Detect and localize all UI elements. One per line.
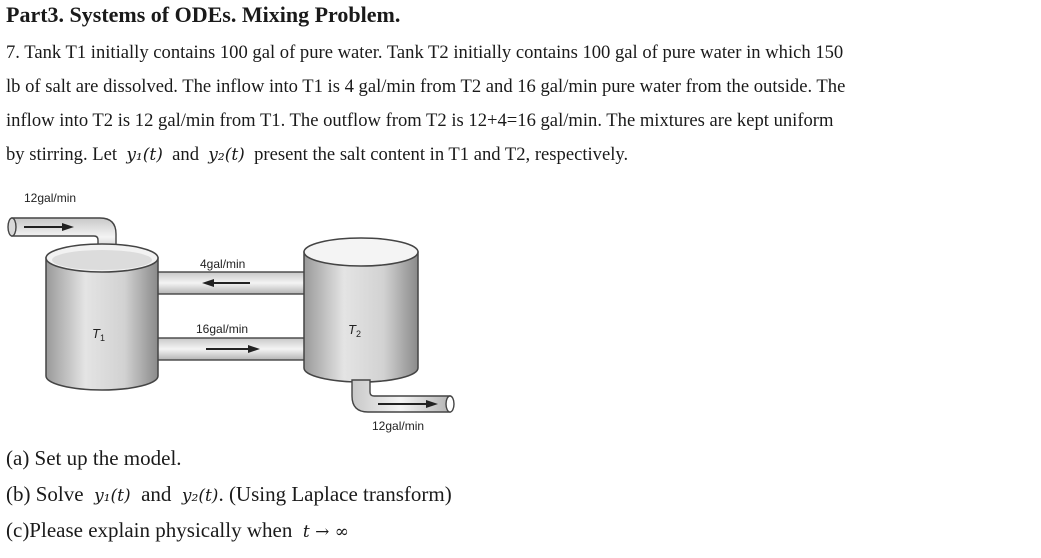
tank1-label: $T_1$ bbox=[92, 326, 105, 343]
question-b-prefix: (b) Solve bbox=[6, 482, 84, 506]
y1-symbol: y₁(t) bbox=[126, 145, 163, 165]
tank-diagram bbox=[0, 178, 470, 438]
problem-line-4 bbox=[6, 138, 1026, 172]
inflow-label: 12gal/min bbox=[24, 191, 77, 205]
outflow-pipe bbox=[352, 380, 454, 412]
tank2-label: $T_2$ bbox=[348, 322, 361, 339]
problem-line-2: lb of salt are dissolved. The inflow into T1 is 4 gal/min from T2 and 16 gal/min pure water from the outside. The bbox=[6, 76, 846, 97]
problem-statement bbox=[6, 36, 1026, 172]
problem-line-3: inflow into T2 is 12 gal/min from T1. The outflow from T2 is 12+4=16 gal/min. The mixtures are kept uniform bbox=[6, 110, 834, 131]
question-c-prefix: (c)Please explain physically when bbox=[6, 518, 293, 542]
outflow-label: 12gal/min bbox=[372, 419, 425, 433]
question-b-and: and bbox=[141, 482, 172, 506]
question-b-y1: y₁(t) bbox=[94, 486, 131, 506]
question-c bbox=[6, 518, 349, 543]
question-a: (a) Set up the model. bbox=[6, 446, 182, 470]
tank-t2 bbox=[304, 238, 418, 382]
problem-line-1: 7. Tank T1 initially contains 100 gal of pure water. Tank T2 initially contains 100 gal of pure water in which 150 bbox=[6, 42, 844, 63]
line4-suffix: present the salt content in T1 and T2, respectively. bbox=[254, 144, 629, 165]
question-b-suffix: . (Using Laplace transform) bbox=[218, 482, 452, 506]
pipe-top-label: 4gal/min bbox=[200, 257, 246, 271]
y2-symbol: y₂(t) bbox=[208, 145, 245, 165]
part-heading: Part3. Systems of ODEs. Mixing Problem. bbox=[6, 2, 401, 27]
line4-prefix: by stirring. Let bbox=[6, 144, 118, 165]
pipe-bottom-label: 16gal/min bbox=[196, 322, 249, 336]
tank-t1 bbox=[46, 244, 158, 390]
question-b-y2: y₂(t) bbox=[181, 486, 219, 506]
question-b bbox=[6, 482, 452, 507]
and-word: and bbox=[172, 144, 199, 165]
question-c-limit: t → ∞ bbox=[302, 522, 349, 542]
